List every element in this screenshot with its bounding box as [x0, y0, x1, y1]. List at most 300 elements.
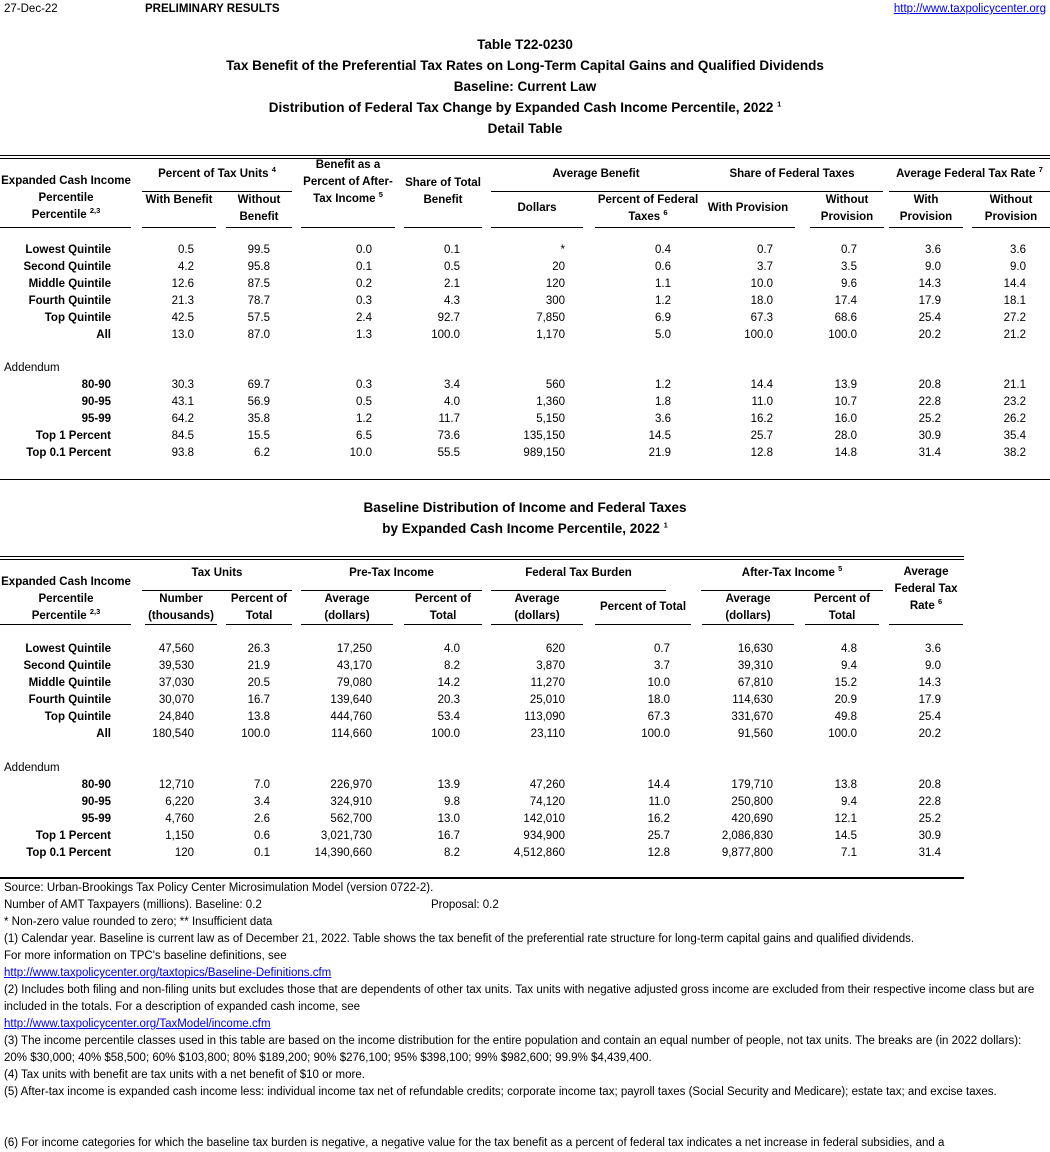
table-cell: 43.1 — [171, 396, 194, 408]
table-cell: 20.3 — [437, 694, 460, 706]
row-label: Lowest Quintile — [25, 244, 111, 256]
underline — [226, 227, 292, 228]
table-cell: 35.8 — [247, 413, 270, 425]
table-cell: 5.0 — [655, 329, 671, 341]
table-cell: 2,086,830 — [721, 830, 773, 842]
col-header-percentile: Expanded Cash Income Percentile Percentile $^{2,3}$ — [1, 175, 131, 221]
col-header-avg-rate: Average Federal Tax Rate $^7$ — [896, 165, 1043, 180]
table-cell: 9.0 — [1010, 261, 1026, 273]
table-cell: 14.3 — [918, 677, 941, 689]
table-cell: 93.8 — [171, 447, 194, 459]
table-cell: 180,540 — [152, 728, 194, 740]
table-cell: 1,170 — [536, 329, 565, 341]
row-label: 95-99 — [81, 813, 111, 825]
table-cell: 2.6 — [254, 813, 270, 825]
table-cell: * — [560, 244, 565, 256]
table-cell: 989,150 — [523, 447, 565, 459]
table-cell: 84.5 — [171, 430, 194, 442]
table-cell: 91,560 — [737, 728, 773, 740]
table-cell: 30.3 — [171, 379, 194, 391]
table-cell: 1.2 — [655, 379, 671, 391]
row-label: 90-95 — [81, 796, 111, 808]
table-cell: 99.5 — [247, 244, 270, 256]
table-cell: 30.9 — [918, 830, 941, 842]
col-header-with-provision-rate: With Provision — [899, 194, 953, 223]
underline — [145, 624, 217, 625]
row-label: Fourth Quintile — [28, 295, 111, 307]
table-cell: 179,710 — [731, 779, 773, 791]
row-label: Top 1 Percent — [35, 430, 111, 442]
tpc-website-link[interactable]: http://www.taxpolicycenter.org — [893, 3, 1046, 15]
col-header-avg-rate-2: Average Federal Tax Rate $^6$ — [894, 566, 958, 612]
table-cell: 9.4 — [841, 796, 857, 808]
table-cell: 3.4 — [444, 379, 460, 391]
table-cell: 226,970 — [330, 779, 372, 791]
table-cell: 15.2 — [834, 677, 857, 689]
table-cell: 0.6 — [655, 261, 671, 273]
underline — [491, 227, 583, 228]
table-cell: 21.9 — [247, 660, 270, 672]
underline — [0, 624, 131, 625]
table-cell: 55.5 — [437, 447, 460, 459]
baseline-definitions-link[interactable]: http://www.taxpolicycenter.org/taxtopics/Baseline-Definitions.cfm — [4, 967, 332, 979]
table-cell: 16.2 — [750, 413, 773, 425]
table-cell: 14.3 — [918, 278, 941, 290]
underline — [142, 227, 216, 228]
table-cell: 39,310 — [737, 660, 773, 672]
table-cell: 0.5 — [178, 244, 194, 256]
table-cell: 12.8 — [750, 447, 773, 459]
row-label: Top 0.1 Percent — [26, 847, 111, 859]
table-cell: 7,850 — [536, 312, 565, 324]
table-cell: 14.4 — [750, 379, 773, 391]
double-rule — [0, 155, 1050, 156]
table-cell: 2.1 — [444, 278, 460, 290]
underline — [889, 624, 963, 625]
table-cell: 11,270 — [530, 677, 565, 689]
table-cell: 10.0 — [750, 278, 773, 290]
table-cell: 8.2 — [444, 847, 460, 859]
table-cell: 24,840 — [158, 711, 194, 723]
table-cell: 14.2 — [437, 677, 460, 689]
row-label: Fourth Quintile — [28, 694, 111, 706]
table-cell: 0.3 — [356, 379, 372, 391]
table-id: Table T22-0230 — [477, 37, 573, 52]
table-cell: 8.2 — [444, 660, 460, 672]
table-title: Tax Benefit of the Preferential Tax Rates on Long-Term Capital Gains and Qualified Dividends — [226, 58, 824, 73]
table-cell: 26.2 — [1003, 413, 1026, 425]
double-rule — [0, 556, 964, 557]
table-cell: 73.6 — [437, 430, 460, 442]
table-cell: 53.4 — [437, 711, 460, 723]
table-cell: 250,800 — [731, 796, 773, 808]
table-cell: 0.0 — [356, 244, 372, 256]
table-cell: 0.6 — [254, 830, 270, 842]
double-rule — [0, 559, 964, 560]
col-header-pretax: Pre-Tax Income — [349, 567, 434, 579]
table-cell: 324,910 — [330, 796, 372, 808]
table-cell: 25.4 — [918, 711, 941, 723]
footnote-4: (4) Tax units with benefit are tax units with a net benefit of $10 or more. — [4, 1069, 365, 1081]
table-cell: 14,390,660 — [314, 847, 372, 859]
table-cell: 120 — [174, 847, 194, 859]
table-cell: 30,070 — [158, 694, 194, 706]
table-1-bottom-rule — [0, 479, 1050, 480]
underline — [595, 624, 691, 625]
addendum-label-2: Addendum — [4, 762, 60, 774]
row-label: Middle Quintile — [28, 278, 111, 290]
col-header-benefit-pct-income: Benefit as a Percent of After-Tax Income $^5$ — [303, 159, 393, 205]
table-cell: 6,220 — [165, 796, 194, 808]
preliminary-label: PRELIMINARY RESULTS — [145, 3, 280, 15]
underline — [404, 624, 482, 625]
table-cell: 560 — [545, 379, 565, 391]
table-cell: 15.5 — [247, 430, 270, 442]
table-cell: 92.7 — [437, 312, 460, 324]
addendum-label: Addendum — [4, 362, 60, 374]
table-cell: 6.2 — [254, 447, 270, 459]
table-cell: 13.0 — [437, 813, 460, 825]
table-cell: 0.1 — [356, 261, 372, 273]
table-cell: 4.2 — [178, 261, 194, 273]
table-cell: 3.7 — [654, 660, 670, 672]
table-cell: 420,690 — [731, 813, 773, 825]
detail-title: Detail Table — [487, 121, 563, 136]
table-cell: 23,110 — [530, 728, 565, 740]
table-cell: 13.9 — [437, 779, 460, 791]
table-cell: 64.2 — [171, 413, 194, 425]
table-cell: 11.0 — [648, 796, 670, 808]
table-cell: 12.6 — [171, 278, 194, 290]
row-label: Top 0.1 Percent — [26, 447, 111, 459]
table-cell: 100.0 — [241, 728, 270, 740]
underline — [404, 227, 482, 228]
table-cell: 0.3 — [356, 295, 372, 307]
table-cell: 18.0 — [750, 295, 773, 307]
table-cell: 934,900 — [523, 830, 565, 842]
table-cell: 16.0 — [834, 413, 857, 425]
row-label: 80-90 — [81, 379, 111, 391]
double-rule — [0, 158, 1050, 159]
col-header-with-benefit: With Benefit — [145, 194, 213, 206]
table-cell: 21.3 — [171, 295, 194, 307]
table-cell: 79,080 — [336, 677, 372, 689]
table-cell: 100.0 — [431, 728, 460, 740]
table-cell: 42.5 — [171, 312, 194, 324]
row-label: Middle Quintile — [28, 677, 111, 689]
underline — [301, 227, 395, 228]
table-cell: 17,250 — [336, 643, 372, 655]
row-label: All — [96, 329, 111, 341]
underline — [301, 624, 393, 625]
income-definition-link[interactable]: http://www.taxpolicycenter.org/TaxModel/income.cfm — [4, 1018, 271, 1030]
table-cell: 18.1 — [1003, 295, 1026, 307]
table-cell: 31.4 — [918, 847, 941, 859]
table-cell: 3.6 — [925, 643, 941, 655]
table-cell: 13.8 — [247, 711, 270, 723]
table-cell: 16,630 — [737, 643, 773, 655]
table-cell: 14.5 — [648, 430, 671, 442]
table-cell: 35.4 — [1003, 430, 1026, 442]
table-cell: 3.4 — [254, 796, 270, 808]
table-cell: 1.2 — [655, 295, 671, 307]
table-cell: 4.8 — [841, 643, 857, 655]
col-header-burden-pct: Percent of Total — [599, 601, 687, 613]
col-header-pct-units: Percent of Tax Units $^4$ — [158, 165, 276, 180]
table-cell: 20.8 — [918, 379, 941, 391]
table-cell: 23.2 — [1003, 396, 1026, 408]
table-cell: 37,030 — [158, 677, 194, 689]
table-cell: 95.8 — [247, 261, 270, 273]
table-cell: 14.8 — [834, 447, 857, 459]
row-label: 80-90 — [81, 779, 111, 791]
table-cell: 17.9 — [918, 295, 941, 307]
baseline-title: Baseline: Current Law — [453, 79, 597, 94]
table-cell: 9.8 — [444, 796, 460, 808]
table-cell: 21.9 — [648, 447, 671, 459]
table-cell: 47,260 — [529, 779, 565, 791]
table-cell: 1.8 — [655, 396, 671, 408]
table-cell: 4.0 — [444, 643, 460, 655]
footnote-3: (3) The income percentile classes used in this table are based on the income distribution for the entire population and contain an equal number of people, not tax units. The breaks are (in 2022 dollars): 20% $30,000; 40% $58,500; 60% $103,800; 80% $189,200; 90% $276,100; 95% $398,100; 99% $982,600; 99.9% $4,439,400. — [4, 1035, 1022, 1064]
table-cell: 139,640 — [330, 694, 372, 706]
table-cell: 18.0 — [647, 694, 670, 706]
underline — [226, 624, 292, 625]
table-cell: 49.8 — [834, 711, 857, 723]
col-header-avg-benefit: Average Benefit — [552, 168, 640, 180]
table-cell: 3.5 — [841, 261, 857, 273]
table-cell: 114,660 — [331, 728, 372, 740]
row-label: Top Quintile — [44, 312, 111, 324]
table-cell: 6.5 — [356, 430, 372, 442]
table-cell: 31.4 — [918, 447, 941, 459]
table-cell: 12.1 — [834, 813, 857, 825]
row-label: Lowest Quintile — [25, 643, 111, 655]
col-header-dollars: Dollars — [517, 202, 557, 214]
table-cell: 87.0 — [247, 329, 270, 341]
underline — [595, 227, 701, 228]
table-cell: 20 — [552, 261, 565, 273]
table-cell: 1.1 — [655, 278, 671, 290]
table-cell: 13.8 — [834, 779, 857, 791]
source-note: Source: Urban-Brookings Tax Policy Center Microsimulation Model (version 0722-2). — [4, 882, 434, 894]
table-cell: 43,170 — [336, 660, 372, 672]
table-cell: 1,360 — [536, 396, 565, 408]
table-cell: 9,877,800 — [721, 847, 773, 859]
table-cell: 120 — [545, 278, 565, 290]
footnote-2: (2) Includes both filing and non-filing units but excludes those that are dependents of other tax units. Tax units with negative adjusted gross income are excluded from their respective income class but are included in the totals. For a description of expanded cash income, see — [4, 984, 1035, 1013]
table-cell: 2.4 — [356, 312, 372, 324]
distribution-title: Distribution of Federal Tax Change by Expanded Cash Income Percentile, 2022 $^1$ — [268, 99, 782, 115]
table-cell: 4.0 — [444, 396, 460, 408]
table-cell: 20.2 — [918, 329, 941, 341]
table-cell: 26.3 — [247, 643, 270, 655]
amt-proposal-note: Proposal: 0.2 — [431, 899, 499, 911]
table-cell: 0.7 — [654, 643, 670, 655]
table-cell: 27.2 — [1003, 312, 1026, 324]
table-cell: 20.9 — [834, 694, 857, 706]
row-label: Second Quintile — [23, 660, 111, 672]
table-cell: 14.4 — [647, 779, 670, 791]
table-cell: 142,010 — [523, 813, 565, 825]
footnote-1b: For more information on TPC's baseline definitions, see — [4, 950, 287, 962]
table-cell: 135,150 — [523, 430, 565, 442]
table-cell: 16.7 — [247, 694, 270, 706]
col-header-pct-fed-taxes: Percent of Federal Taxes $^6$ — [597, 194, 699, 223]
underline — [810, 227, 884, 228]
table-cell: 100.0 — [828, 728, 857, 740]
table-cell: 14.5 — [834, 830, 857, 842]
table-cell: 25.7 — [750, 430, 773, 442]
table-cell: 0.5 — [444, 261, 460, 273]
table-cell: 21.2 — [1003, 329, 1026, 341]
table-cell: 1.2 — [356, 413, 372, 425]
table-cell: 13.0 — [171, 329, 194, 341]
table-cell: 7.1 — [841, 847, 857, 859]
col-header-aftertax: After-Tax Income $^5$ — [741, 564, 843, 579]
table-cell: 25.2 — [918, 813, 941, 825]
table-cell: 22.8 — [918, 396, 941, 408]
table-cell: 3.6 — [655, 413, 671, 425]
table-cell: 0.5 — [356, 396, 372, 408]
table-cell: 68.6 — [834, 312, 857, 324]
table-cell: 444,760 — [330, 711, 372, 723]
row-label: Top 1 Percent — [35, 830, 111, 842]
table-cell: 13.9 — [834, 379, 857, 391]
table-cell: 100.0 — [431, 329, 460, 341]
table-cell: 4.3 — [444, 295, 460, 307]
table-cell: 10.0 — [647, 677, 670, 689]
table-cell: 17.9 — [918, 694, 941, 706]
col-header-pretax-pct: Percent of Total — [414, 593, 472, 622]
table-cell: 56.9 — [247, 396, 270, 408]
table-cell: 87.5 — [247, 278, 270, 290]
row-label: 90-95 — [81, 396, 111, 408]
table-cell: 3.6 — [925, 244, 941, 256]
table-cell: 22.8 — [918, 796, 941, 808]
row-label: Top Quintile — [44, 711, 111, 723]
table-cell: 16.2 — [647, 813, 670, 825]
col-header-without-benefit: Without Benefit — [237, 194, 281, 223]
table-cell: 16.7 — [437, 830, 460, 842]
table-cell: 39,530 — [158, 660, 194, 672]
row-label: Second Quintile — [23, 261, 111, 273]
table-cell: 113,090 — [524, 711, 565, 723]
table-cell: 17.4 — [834, 295, 857, 307]
underline — [805, 624, 879, 625]
table-cell: 74,120 — [529, 796, 565, 808]
underline — [702, 624, 794, 625]
table-cell: 10.0 — [349, 447, 372, 459]
table-cell: 0.2 — [356, 278, 372, 290]
table-cell: 67,810 — [737, 677, 773, 689]
underline — [0, 227, 131, 228]
underline — [701, 227, 795, 228]
table-cell: 3,021,730 — [320, 830, 372, 842]
table-cell: 7.0 — [254, 779, 270, 791]
star-note: * Non-zero value rounded to zero; ** Insufficient data — [4, 916, 273, 928]
table-cell: 100.0 — [828, 329, 857, 341]
table-cell: 3,870 — [536, 660, 565, 672]
table-cell: 0.1 — [254, 847, 270, 859]
amt-note: Number of AMT Taxpayers (millions). Baseline: 0.2 — [4, 899, 262, 911]
table-cell: 67.3 — [647, 711, 670, 723]
col-header-pretax-avg: Average (dollars) — [324, 593, 370, 622]
table-cell: 14.4 — [1003, 278, 1026, 290]
table-cell: 20.8 — [918, 779, 941, 791]
table-cell: 3.6 — [1010, 244, 1026, 256]
table-cell: 0.1 — [444, 244, 460, 256]
col-header-with-provision: With Provision — [707, 202, 789, 214]
table-cell: 57.5 — [247, 312, 270, 324]
underline — [972, 227, 1050, 228]
table-cell: 25,010 — [529, 694, 565, 706]
col-header-without-provision: Without Provision — [820, 194, 874, 223]
col-header-share-total-benefit: Share of Total Benefit — [405, 177, 481, 206]
table-cell: 0.7 — [841, 244, 857, 256]
col-header-number: Number (thousands) — [148, 593, 214, 622]
row-label: 95-99 — [81, 413, 111, 425]
table-cell: 25.2 — [918, 413, 941, 425]
footnote-5: (5) After-tax income is expanded cash income less: individual income tax net of refundable credits; corporate income tax; payroll taxes (Social Security and Medicare); estate tax; and excise taxes. — [4, 1086, 997, 1098]
table-cell: 9.0 — [925, 261, 941, 273]
table-cell: 0.4 — [655, 244, 671, 256]
table-cell: 6.9 — [655, 312, 671, 324]
table-cell: 620 — [545, 643, 565, 655]
footnote-1: (1) Calendar year. Baseline is current law as of December 21, 2022. Table shows the tax benefit of the preferential rate structure for long-term capital gains and qualified dividends. — [4, 933, 915, 945]
table-cell: 47,560 — [158, 643, 194, 655]
table-cell: 300 — [545, 295, 565, 307]
col-header-percentile-2: Expanded Cash Income Percentile Percentile $^{2,3}$ — [1, 576, 131, 622]
table-cell: 30.9 — [918, 430, 941, 442]
table-cell: 25.4 — [918, 312, 941, 324]
table-cell: 69.7 — [247, 379, 270, 391]
table-cell: 3.7 — [757, 261, 773, 273]
col-header-tax-units: Tax Units — [191, 567, 243, 579]
table-cell: 21.1 — [1003, 379, 1026, 391]
table-cell: 10.7 — [834, 396, 857, 408]
col-header-share-fed-taxes: Share of Federal Taxes — [729, 168, 855, 180]
table-cell: 25.7 — [647, 830, 670, 842]
table-cell: 331,670 — [731, 711, 773, 723]
table-cell: 100.0 — [744, 329, 773, 341]
table-2-bottom-rule — [0, 877, 964, 879]
table-cell: 12,710 — [158, 779, 194, 791]
table-cell: 4,512,860 — [513, 847, 565, 859]
table-cell: 114,630 — [732, 694, 773, 706]
table-cell: 4,760 — [165, 813, 194, 825]
table-cell: 11.7 — [438, 413, 460, 425]
table-cell: 20.2 — [918, 728, 941, 740]
row-label: All — [96, 728, 111, 740]
col-header-aftertax-avg: Average (dollars) — [725, 593, 771, 622]
table-cell: 28.0 — [834, 430, 857, 442]
report-date: 27-Dec-22 — [4, 3, 58, 15]
table-cell: 9.4 — [841, 660, 857, 672]
table-cell: 5,150 — [536, 413, 565, 425]
table-cell: 1,150 — [165, 830, 194, 842]
col-header-burden-avg: Average (dollars) — [514, 593, 560, 622]
col-header-aftertax-pct: Percent of Total — [813, 593, 871, 622]
table-cell: 38.2 — [1003, 447, 1026, 459]
table-2-title: Baseline Distribution of Income and Federal Taxes — [363, 500, 687, 515]
underline — [491, 624, 583, 625]
table-cell: 562,700 — [330, 813, 372, 825]
table-2-subtitle: by Expanded Cash Income Percentile, 2022 $^1$ — [382, 520, 668, 536]
table-cell: 12.8 — [647, 847, 670, 859]
col-header-pct-total: Percent of Total — [230, 593, 288, 622]
col-header-fed-burden: Federal Tax Burden — [525, 567, 632, 579]
